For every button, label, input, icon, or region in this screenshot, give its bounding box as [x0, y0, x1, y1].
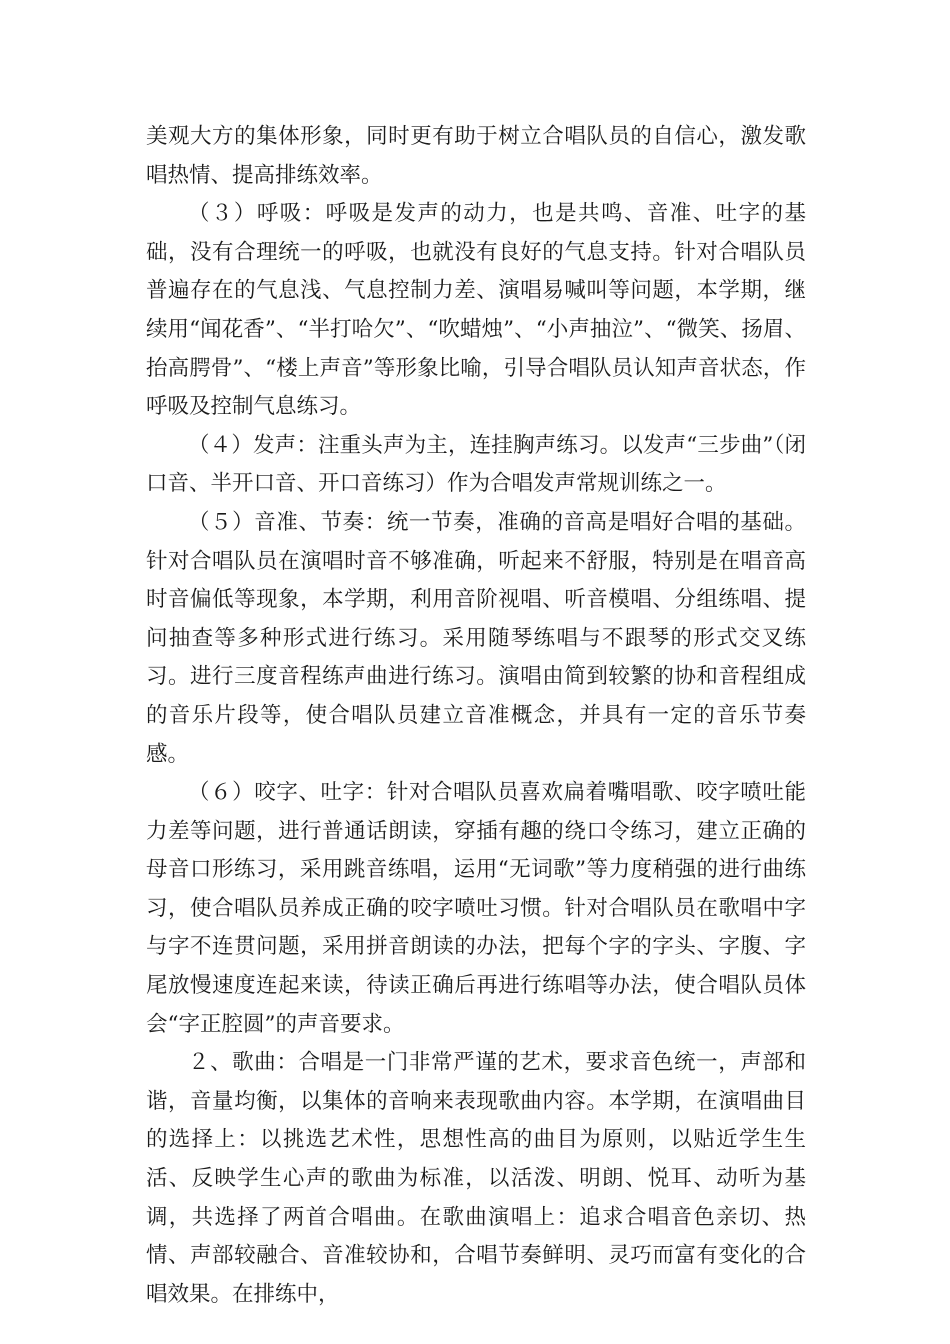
paragraph-breathing: （３）呼吸：呼吸是发声的动力，也是共鸣、音准、吐字的基础，没有合理统一的呼吸，也就没有良好的气息支持。针对合唱队员普遍存在的气息浅、气息控制力差、演唱易喊叫等问题，本学期，继续用“闻花香”、“半打哈欠”、“吹蜡烛”、“小声抽泣”、“微笑、扬眉、抬高腭骨”、“楼上声音”等形象比喻，引导合唱队员认知声音状态，作呼吸及控制气息练习。: [146, 201, 806, 420]
document-body: [146, 118, 806, 1314]
paragraph-articulation: （６）咬字、吐字：针对合唱队员喜欢扁着嘴唱歌、咬字喷吐能力差等问题，进行普通话朗读，穿插有趣的绕口令练习，建立正确的母音口形练习，采用跳音练唱，运用“无词歌”等力度稍强的进行曲练习，使合唱队员养成正确的咬字喷吐习惯。针对合唱队员在歌唱中字与字不连贯问题，采用拼音朗读的办法，把每个字的字头、字腹、字尾放慢速度连起来读，待读正确后再进行练唱等办法，使合唱队员体会“字正腔圆”的声音要求。: [146, 780, 806, 1037]
paragraph-vocalization: （４）发声：注重头声为主，连挂胸声练习。以发声“三步曲”（闭口音、半开口音、开口音练习）作为合唱发声常规训练之一。: [146, 432, 806, 497]
paragraph-songs: ２、歌曲：合唱是一门非常严谨的艺术，要求音色统一，声部和谐，音量均衡，以集体的音响来表现歌曲内容。本学期，在演唱曲目的选择上：以挑选艺术性，思想性高的曲目为原则，以贴近学生生活、反映学生心声的歌曲为标准，以活泼、明朗、悦耳、动听为基调，共选择了两首合唱曲。在歌曲演唱上：追求合唱音色亲切、热情、声部较融合、音准较协和，合唱节奏鲜明、灵巧而富有变化的合唱效果。在排练中，: [146, 1050, 806, 1307]
paragraph-pitch-rhythm: （５）音准、节奏：统一节奏，准确的音高是唱好合唱的基础。针对合唱队员在演唱时音不够准确，听起来不舒服，特别是在唱音高时音偏低等现象，本学期，利用音阶视唱、听音模唱、分组练唱、提问抽查等多种形式进行练习。采用随琴练唱与不跟琴的形式交叉练习。进行三度音程练声曲进行练习。演唱由简到较繁的协和音程组成的音乐片段等，使合唱队员建立音准概念，并具有一定的音乐节奏感。: [146, 509, 806, 767]
paragraph-continuation: 美观大方的集体形象，同时更有助于树立合唱队员的自信心，激发歌唱热情、提高排练效率。: [146, 124, 806, 188]
